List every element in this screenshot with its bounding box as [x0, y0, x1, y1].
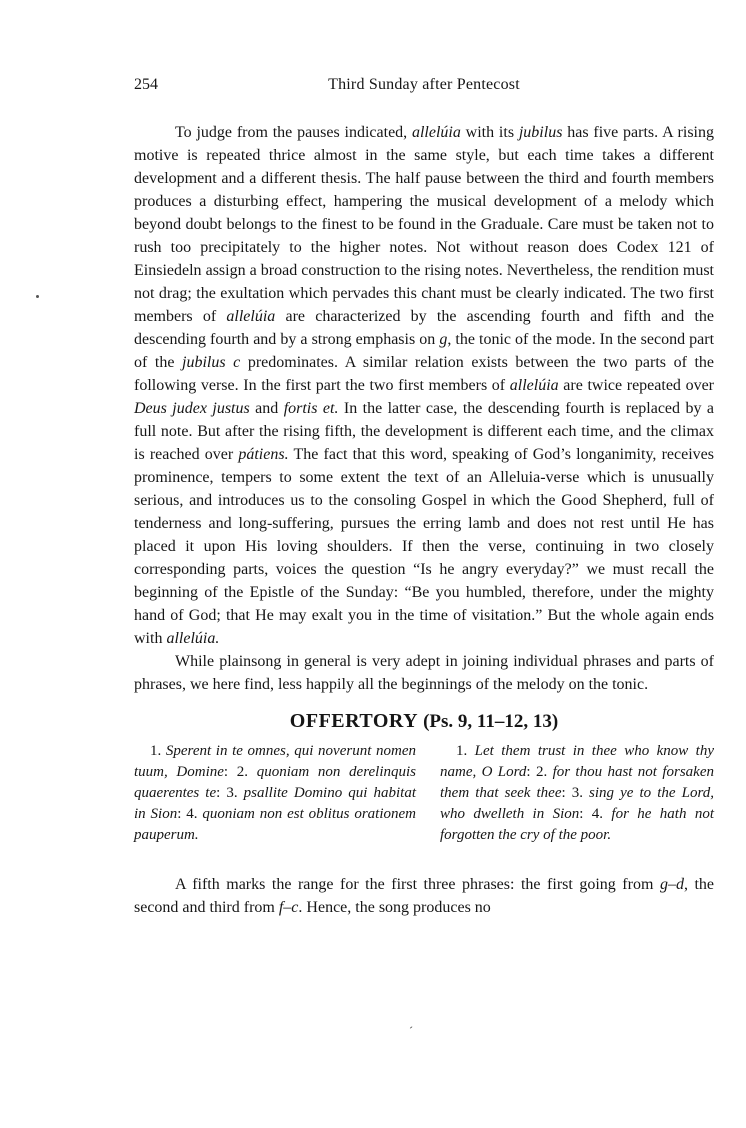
ink-mark: ´ [409, 1024, 413, 1038]
paragraph-plainsong: While plainsong in general is very adept in joining individual phrases and parts of phrases, we here find, less happily all the beginnings of the melody on the tonic. [134, 653, 714, 693]
running-head: Third Sunday after Pentecost [328, 76, 520, 93]
page-header [134, 76, 714, 98]
paragraph-alleluia-commentary: To judge from the pauses indicated, allelúia with its jubilus has five parts. A rising motive is repeated thrice almost in the same style, but each time takes a different development and a different thesis. The half pause between the third and fourth members produces a disturbing effect, hampering the musical development of a melody which beyond doubt belongs to the finest to be found in the Graduale. Care must be taken not to rush too precipitately to the higher notes. Not without reason does Codex 121 of Einsiedeln assign a broad construction to the rising notes. Nevertheless, the rendition must not drag; the exultation which pervades this chant must be clearly indicated. The two first members of allelúia are characterized by the ascending fourth and fifth and the descending fourth and by a strong emphasis on g, the tonic of the mode. In the second part of the jubilus c predominates. A similar relation exists between the two parts of the following verse. In the first part the two first members of allelúia are twice repeated over Deus judex justus and fortis et. In the latter case, the descending fourth is replaced by a full note. But after the rising fifth, the development is different each time, and the climax is reached over pátiens. The fact that this word, speaking of God’s longanimity, receives prominence, tempers to some extent the text of an Alleluia-verse which is unusually serious, and introduces us to the consoling Gospel in which the Good Shepherd, full of tenderness and long-suffering, pursues the erring lamb and does not rest until He has placed it upon His loving shoulders. If then the verse, continuing in two closely corresponding parts, voices the question “Is he angry everyday?” we must recall the beginning of the Epistle of the Sunday: “Be you humbled, therefore, under the mighty hand of God; that He may exalt you in the time of visitation.” But the whole again ends with allelúia. [134, 124, 715, 647]
page-number: 254 [134, 76, 158, 93]
margin-mark [36, 295, 39, 298]
offertory-text-columns [134, 741, 714, 863]
latin-text-column: 1. Sperent in te omnes, qui noverunt nomen tuum, Domine: 2. quoniam non derelinquis quaerentes te: 3. psallite Domino qui habitat in Sion: 4. quoniam non est oblitus orationem pauperum. [134, 743, 417, 843]
section-heading-offertory: OFFERTORY (Ps. 9, 11–12, 13) [289, 710, 559, 732]
page-body [134, 121, 714, 919]
psalm-reference: (Ps. 9, 11–12, 13) [423, 711, 559, 732]
english-text-column: 1. Let them trust in thee who know thy name, O Lord: 2. for thou hast not forsaken them that seek thee: 3. sing ye to the Lord, who dwelleth in Sion: 4. for he hath not forgotten the cry of the poor. [440, 743, 715, 843]
paragraph-offertory-range: A fifth marks the range for the first three phrases: the first going from g–d, the second and third from f–c. Hence, the song produces no [134, 876, 715, 916]
